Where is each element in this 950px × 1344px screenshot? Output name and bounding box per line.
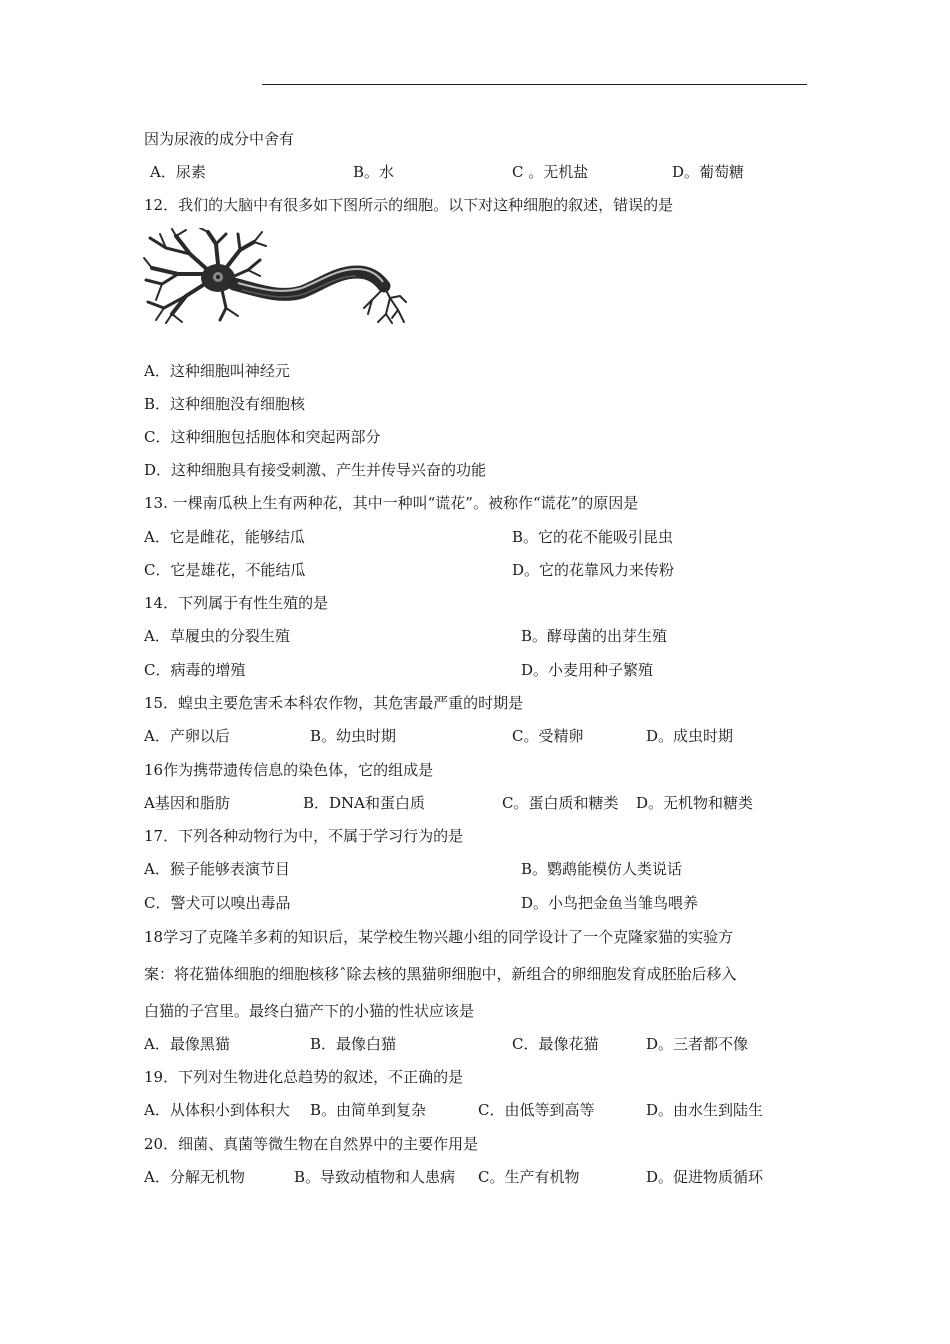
q11-option-b: B。水 [353, 163, 395, 181]
q19-stem: 19．下列对生物进化总趋势的叙述，不正确的是 [144, 1068, 464, 1086]
q20-option-a: A．分解无机物 [144, 1168, 245, 1186]
q16-stem: 16作为携带遗传信息的染色体，它的组成是 [144, 761, 434, 779]
q20-option-d: D。促进物质循环 [646, 1168, 764, 1186]
q11-option-d: D。葡萄糖 [672, 163, 745, 181]
q18-option-d: D。三者都不像 [646, 1035, 749, 1053]
q14-option-c: C．病毒的增殖 [144, 661, 246, 679]
q19-option-d: D。由水生到陆生 [646, 1101, 764, 1119]
q18-stem-line-1: 18学习了克隆羊多莉的知识后，某学校生物兴趣小组的同学设计了一个克隆家猫的实验方 [144, 928, 734, 946]
q11-option-a: A．尿素 [150, 163, 206, 181]
q15-option-d: D。成虫时期 [646, 727, 734, 745]
q15-option-a: A．产卵以后 [144, 727, 230, 745]
q11-option-c: C 。无机盐 [512, 163, 589, 181]
neuron-illustration [142, 228, 407, 324]
q19-option-b: B。由简单到复杂 [310, 1101, 427, 1119]
q17-option-b: B。鹦鹉能模仿人类说话 [521, 860, 683, 878]
q15-option-c: C。受精卵 [512, 727, 584, 745]
q12-option-c: C．这种细胞包括胞体和突起两部分 [144, 428, 381, 446]
q14-option-a: A．草履虫的分裂生殖 [144, 627, 290, 645]
q16-option-a: A基因和脂肪 [144, 794, 230, 812]
q16-option-c: C。蛋白质和糖类 [502, 794, 619, 812]
q14-option-d: D。小麦用种子繁殖 [521, 661, 654, 679]
q13-option-a: A．它是雌花，能够结瓜 [144, 528, 305, 546]
q16-option-b: B．DNA和蛋白质 [303, 794, 426, 812]
q18-stem-line-3: 白猫的子宫里。最终白猫产下的小猫的性状应该是 [144, 1002, 475, 1020]
q12-option-a: A．这种细胞叫神经元 [144, 362, 290, 380]
q17-option-d: D。小鸟把金鱼当雏鸟喂养 [521, 894, 699, 912]
q20-stem: 20．细菌、真菌等微生物在自然界中的主要作用是 [144, 1135, 479, 1153]
header-rule [262, 84, 807, 85]
q12-stem: 12．我们的大脑中有很多如下图所示的细胞。以下对这种细胞的叙述，错误的是 [144, 196, 674, 214]
q13-option-b: B。它的花不能吸引昆虫 [512, 528, 674, 546]
q14-option-b: B。酵母菌的出芽生殖 [521, 627, 668, 645]
q15-option-b: B。幼虫时期 [310, 727, 397, 745]
q20-option-b: B。导致动植物和人患病 [294, 1168, 456, 1186]
q18-option-c: C．最像花猫 [512, 1035, 599, 1053]
q13-option-d: D。它的花靠风力来传粉 [512, 561, 675, 579]
q13-option-c: C．它是雄花，不能结瓜 [144, 561, 306, 579]
q19-option-a: A．从体积小到体积大 [144, 1101, 290, 1119]
q19-option-c: C．由低等到高等 [478, 1101, 595, 1119]
q17-option-a: A．猴子能够表演节目 [144, 860, 290, 878]
q17-option-c: C．警犬可以嗅出毒品 [144, 894, 291, 912]
q18-option-b: B．最像白猫 [310, 1035, 397, 1053]
q12-option-d: D．这种细胞具有接受刺激、产生并传导兴奋的功能 [144, 461, 487, 479]
q16-option-d: D。无机物和糖类 [636, 794, 754, 812]
q15-stem: 15．蝗虫主要危害禾本科农作物，其危害最严重的时期是 [144, 694, 524, 712]
q18-stem-line-2: 案：将花猫体细胞的细胞核移ˆ除去核的黑猫卵细胞中，新组合的卵细胞发育成胚胎后移入 [144, 965, 737, 983]
q20-option-c: C。生产有机物 [478, 1168, 580, 1186]
q13-stem: 13. 一棵南瓜秧上生有两种花，其中一种叫“谎花”。被称作“谎花”的原因是 [144, 494, 639, 512]
q18-option-a: A．最像黑猫 [144, 1035, 230, 1053]
q12-option-b: B．这种细胞没有细胞核 [144, 395, 306, 413]
q11-stem-tail: 因为尿液的成分中舍有 [144, 130, 295, 148]
q14-stem: 14．下列属于有性生殖的是 [144, 594, 329, 612]
q17-stem: 17．下列各种动物行为中，不属于学习行为的是 [144, 827, 464, 845]
